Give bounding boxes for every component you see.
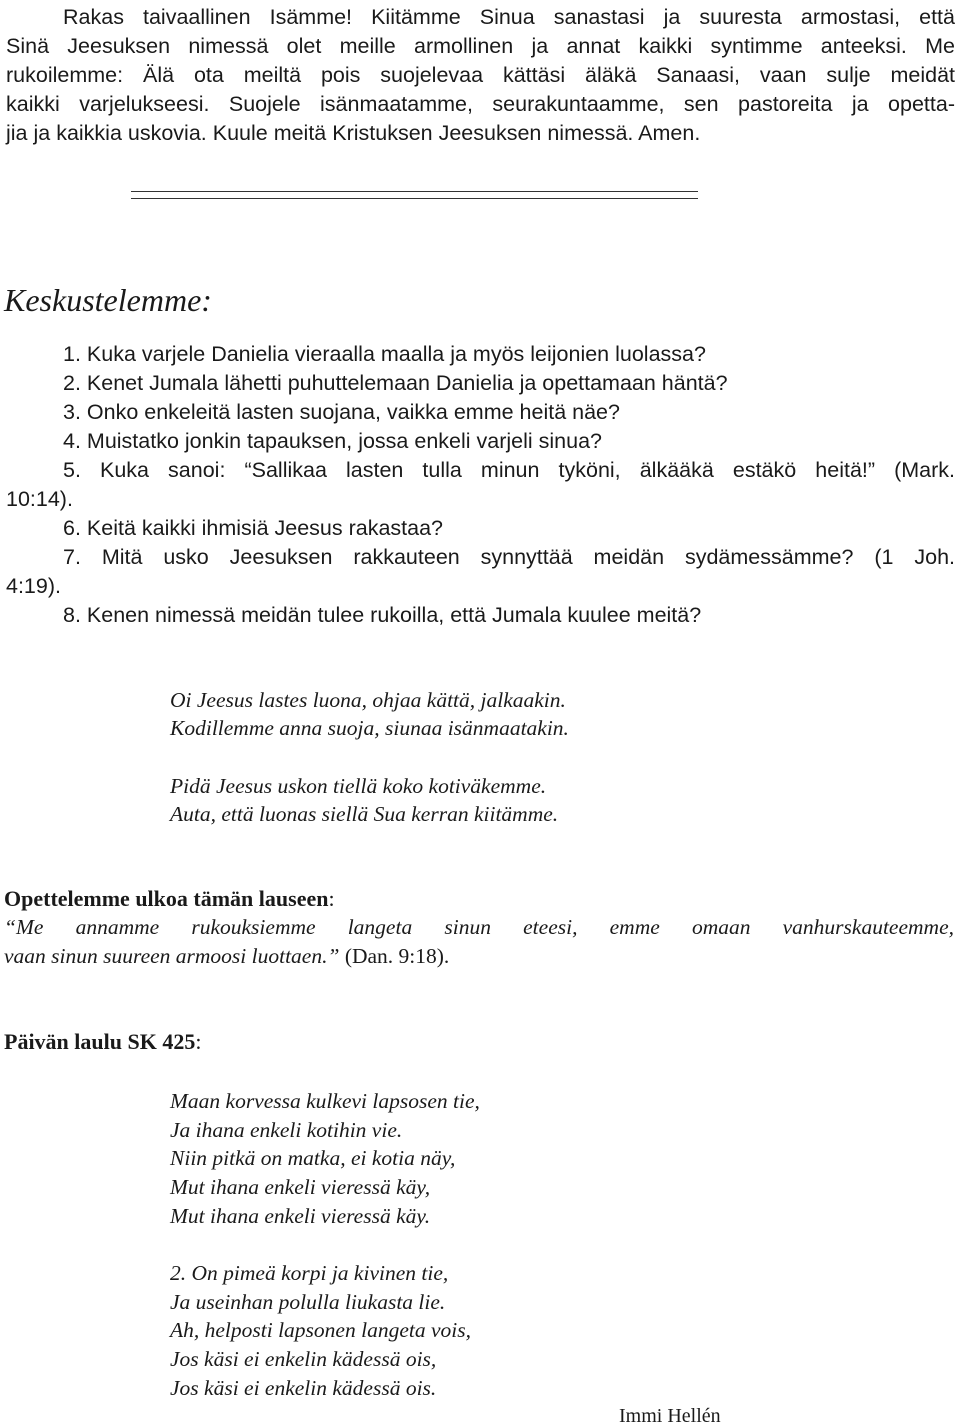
song-label-colon: :	[195, 1029, 202, 1054]
song-label-text: Päivän laulu SK 425	[4, 1029, 196, 1054]
memory-verse-label-colon: :	[328, 886, 335, 911]
song-line: 2. On pimeä korpi ja kivinen tie,	[170, 1261, 449, 1285]
memory-verse-text: vaan sinun suureen armoosi luottaen.”	[4, 944, 340, 968]
prayer-line: rukoilemme: Älä ota meiltä pois suojelevaa kättäsi äläkä Sanaasi, vaan sulje meidät	[6, 63, 955, 87]
poem-line: Pidä Jeesus uskon tiellä koko kotiväkemme.	[170, 774, 547, 798]
song-line: Mut ihana enkeli vieressä käy.	[170, 1204, 431, 1228]
question-item: 6. Keitä kaikki ihmisiä Jeesus rakastaa?	[63, 516, 444, 540]
question-item: 1. Kuka varjele Danielia vieraalla maalla ja myös leijonien luolassa?	[63, 342, 706, 366]
memory-verse-label-text: Opettelemme ulkoa tämän lauseen	[4, 886, 329, 911]
memory-verse-label	[4, 886, 335, 912]
song-author: Immi Hellén	[619, 1405, 721, 1427]
memory-verse-line: “Me annamme rukouksiemme langeta sinun eteesi, emme omaan vanhurskauteemme,	[4, 915, 954, 939]
question-item: 4. Muistatko jonkin tapauksen, jossa enkeli varjeli sinua?	[63, 429, 602, 453]
question-item-continuation: 10:14).	[6, 487, 73, 511]
song-label	[4, 1029, 201, 1055]
separator-rule-top	[131, 191, 698, 192]
poem-line: Oi Jeesus lastes luona, ohjaa kättä, jalkaakin.	[170, 688, 566, 712]
question-item: 3. Onko enkeleitä lasten suojana, vaikka emme heitä näe?	[63, 400, 620, 424]
question-item: 2. Kenet Jumala lähetti puhuttelemaan Danielia ja opettamaan häntä?	[63, 371, 728, 395]
separator-rule-bottom	[131, 198, 698, 199]
song-line: Maan korvessa kulkevi lapsosen tie,	[170, 1089, 480, 1113]
poem-line: Auta, että luonas siellä Sua kerran kiitämme.	[170, 802, 559, 826]
song-line: Jos käsi ei enkelin kädessä ois,	[170, 1347, 437, 1371]
question-item: 8. Kenen nimessä meidän tulee rukoilla, että Jumala kuulee meitä?	[63, 603, 702, 627]
memory-verse-line	[4, 944, 449, 969]
song-line: Niin pitkä on matka, ei kotia näy,	[170, 1146, 456, 1170]
prayer-line: kaikki varjelukseesi. Suojele isänmaatamme, seurakuntaamme, sen pastoreita ja opetta-	[6, 92, 955, 116]
prayer-line: jia ja kaikkia uskovia. Kuule meitä Kristuksen Jeesuksen nimessä. Amen.	[6, 121, 701, 145]
memory-verse-reference: (Dan. 9:18).	[339, 944, 450, 968]
question-item: 5. Kuka sanoi: “Sallikaa lasten tulla minun tyköni, älkääkä estäkö heitä!” (Mark.	[63, 458, 955, 482]
song-line: Ja ihana enkeli kotihin vie.	[170, 1118, 403, 1142]
song-line: Mut ihana enkeli vieressä käy,	[170, 1175, 431, 1199]
song-line: Ah, helposti lapsonen langeta vois,	[170, 1318, 471, 1342]
prayer-line: Rakas taivaallinen Isämme! Kiitämme Sinua sanastasi ja suuresta armostasi, että	[63, 5, 955, 29]
question-item-continuation: 4:19).	[6, 574, 61, 598]
prayer-line: Sinä Jeesuksen nimessä olet meille armollinen ja annat kaikki syntimme anteeksi. Me	[6, 34, 955, 58]
song-line: Jos käsi ei enkelin kädessä ois.	[170, 1376, 437, 1400]
song-line: Ja useinhan polulla liukasta lie.	[170, 1290, 446, 1314]
question-item: 7. Mitä usko Jeesuksen rakkauteen synnyttää meidän sydämessämme? (1 Joh.	[63, 545, 955, 569]
poem-line: Kodillemme anna suoja, siunaa isänmaatakin.	[170, 716, 569, 740]
discussion-heading: Keskustelemme:	[4, 282, 212, 318]
